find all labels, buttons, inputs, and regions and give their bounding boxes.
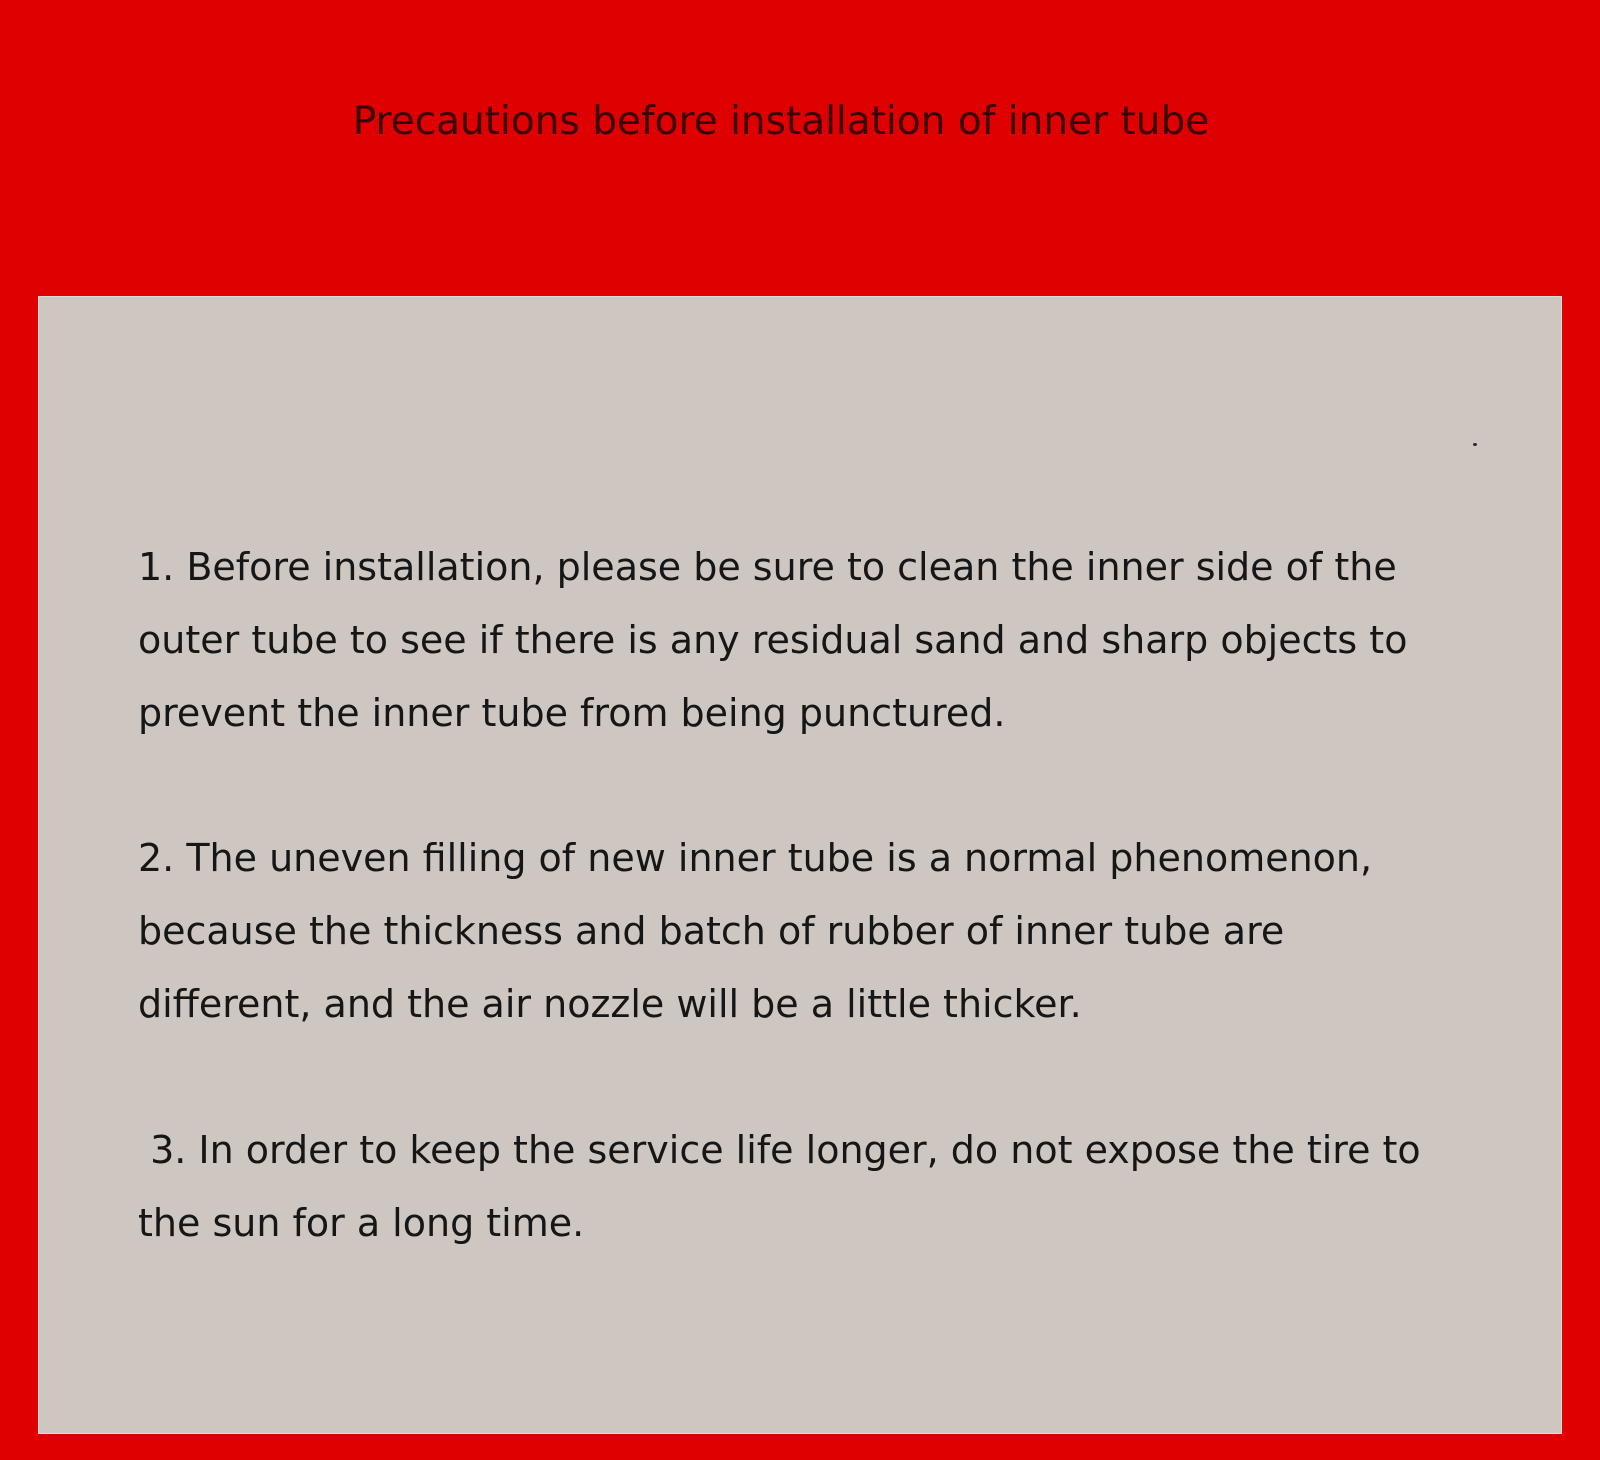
page-title: Precautions before installation of inner tube xyxy=(352,99,1210,144)
precaution-item-3: 3. In order to keep the service life longer, do not expose the tire to the sun for a long time. xyxy=(138,1128,1433,1245)
precaution-item-1: 1. Before installation, please be sure to clean the inner side of the outer tube to see if there is any residual sand and sharp objects to prevent the inner tube from being punctured. xyxy=(138,545,1420,735)
precaution-item-2: 2. The uneven filling of new inner tube is a normal phenomenon, because the thickness and batch of rubber of inner tube are different, and the air nozzle will be a little thicker. xyxy=(138,836,1385,1026)
stray-mark xyxy=(1473,443,1477,446)
